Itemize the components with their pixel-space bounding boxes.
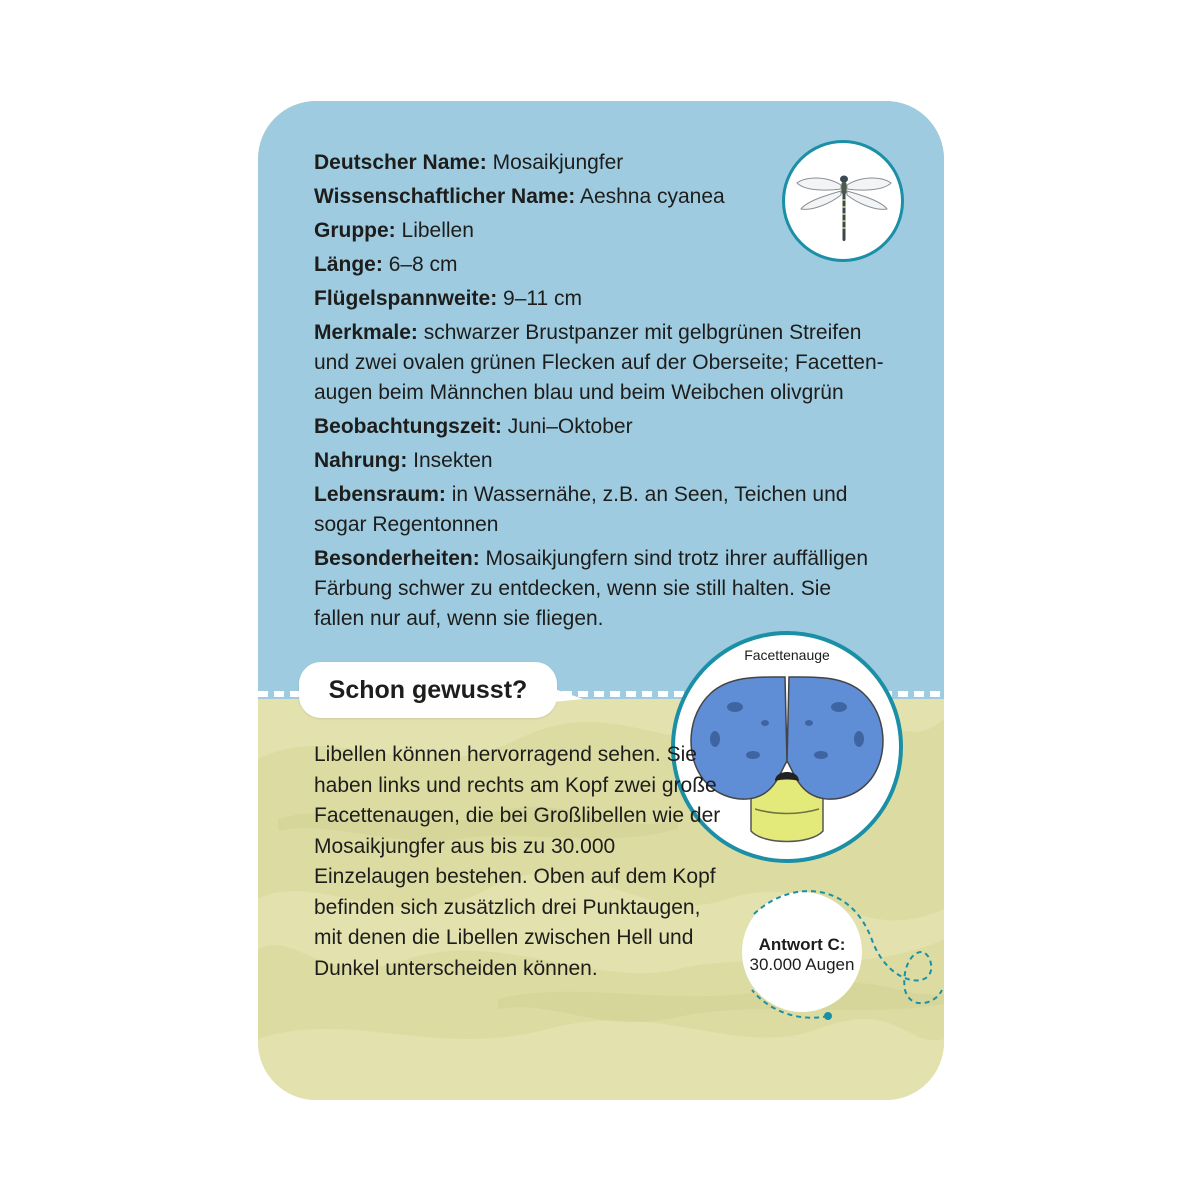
bubble-title: Schon gewusst? [328,676,528,704]
answer-value: 30.000 Augen [749,955,855,974]
eye-label: Facettenauge [744,647,830,663]
fact-wingspan: Flügelspannweite: 9–11 cm [314,287,583,310]
fact-scientific-name: Wissenschaftlicher Name: Aeshna cyanea [314,185,725,208]
fact-group: Gruppe: Libellen [314,219,474,242]
answer-label: Antwort C: [758,935,846,954]
dragonfly-thumbnail [782,140,904,262]
dragonfly-icon [785,143,901,259]
fact-habitat: Lebensraum: in Wassernähe, z.B. an Seen, Teichen und sogar Regentonnen [314,483,848,536]
fact-length: Länge: 6–8 cm [314,253,458,276]
fact-observation-time: Beobachtungszeit: Juni–Oktober [314,415,633,438]
fact-special-features: Besonderheiten: Mosaikjungfern sind trotz ihrer auffälligen Färbung schwer zu entdecken, wenn sie still halten. Sie fallen nur auf, wenn sie fliegen. [314,547,869,630]
did-you-know-bubble [299,662,557,718]
answer-badge [742,892,862,1012]
fact-features: Merkmale: schwarzer Brustpanzer mit gelbgrünen Streifen und zwei ovalen grünen Flecken auf der Oberseite; Facetten-augen beim Männchen blau und beim Weibchen olivgrün [314,321,884,404]
fact-food: Nahrung: Insekten [314,449,493,472]
bubble-tail [543,683,589,705]
fact-german-name: Deutscher Name: Mosaikjungfer [314,151,624,174]
did-you-know-text: Libellen können hervorragend sehen. Sie haben links und rechts am Kopf zwei große Facettenaugen, die bei Großlibellen wie der Mosaikjungfer aus bis zu 30.000 Einzelaugen bestehen. Oben auf dem Kopf befinden sich zusätzlich drei Punktaugen, mit denen die Libellen zwischen Hell und Dunkel unterscheiden können. [314,743,721,980]
